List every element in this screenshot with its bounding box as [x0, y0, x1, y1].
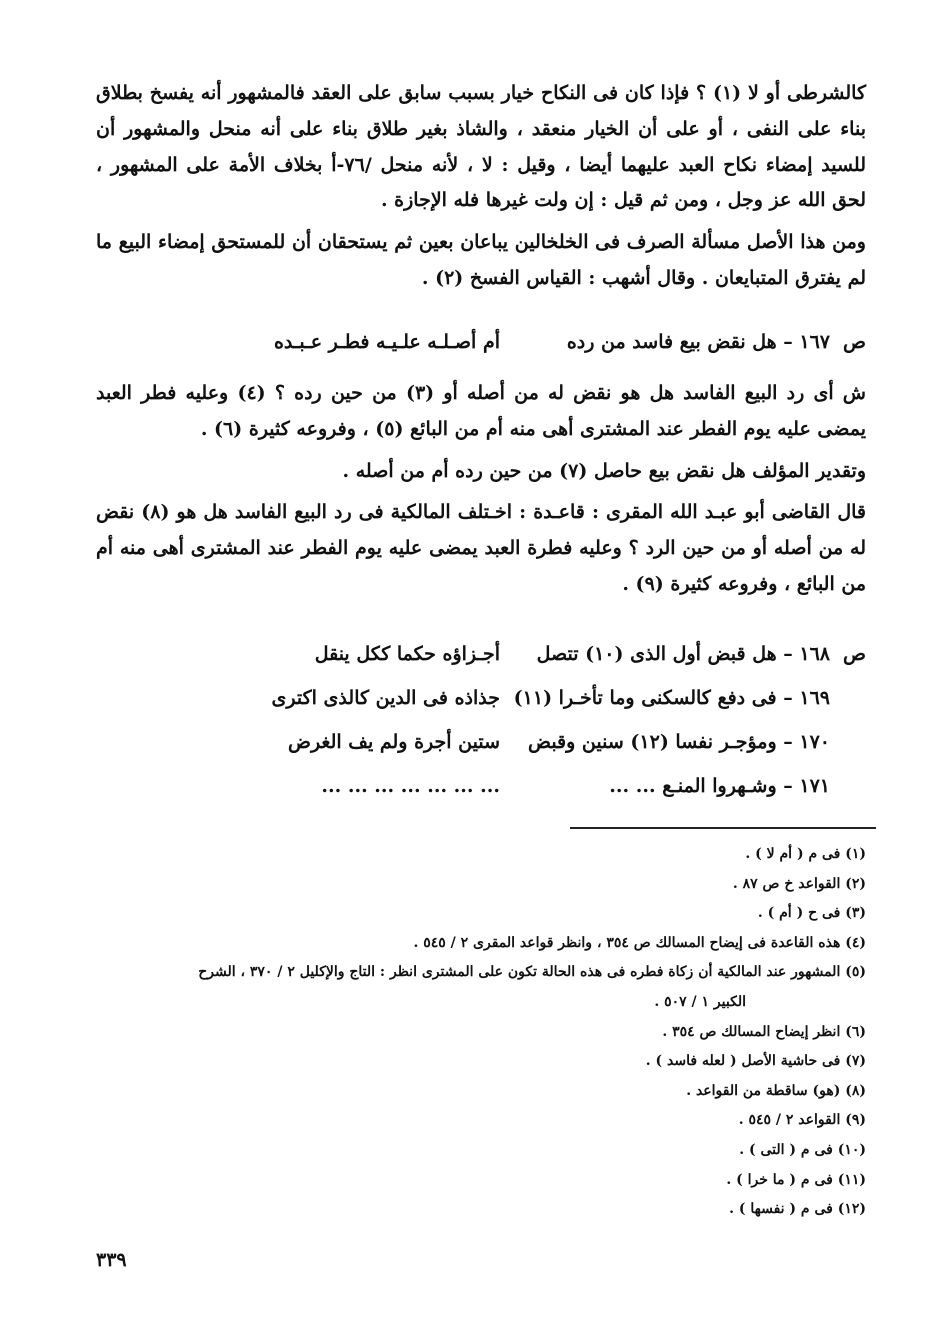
verse-first-half: ١٦٨ – هل قبض أول الذى (١٠) تتصل	[536, 643, 830, 665]
footnote: (١٢) فى م ( نفسها ) .	[729, 1201, 866, 1218]
verse-first-half: ١٦٩ – فى دفع كالسكنى وما تأخـرا (١١)	[513, 687, 830, 709]
verse-line	[96, 326, 866, 358]
verse-second-half: ستين أجرة ولم يف الغرض	[287, 731, 500, 753]
body-text-middle	[96, 376, 866, 603]
paragraph: قال القاضى أبو عبـد الله المقرى : قاعـدة : اخـتلف المالكية فى رد البيع الفاسد هل هو (٨) نقض له من أصله أو من حين الرد ؟ وعليه فطرة العبد يمضى عليه يوم الفطر عند المشترى أهى منه أم من البائع ، وفروعه كثيرة (٩) .	[96, 501, 866, 595]
footnote: (٨) (هو) ساقطة من القواعد .	[686, 1082, 866, 1099]
footnote: (١٠) فى م ( التى ) .	[739, 1141, 866, 1158]
footnote-continuation: الكبير ١ / ٥٠٧ .	[654, 993, 746, 1010]
verse-marker: ص	[843, 331, 866, 353]
footnote: (٣) فى ح ( أم ) .	[757, 905, 866, 922]
verse-line	[96, 770, 866, 802]
verse-line	[96, 638, 866, 670]
verse-line	[96, 726, 866, 758]
footnote: (٤) هذه القاعدة فى إيضاح المسالك ص ٣٥٤ ، وانظر قواعد المقرى ٢ / ٥٤٥ .	[413, 934, 866, 951]
verse-first-half: ١٧٠ – ومؤجـر نفسا (١٢) سنين وقبض	[528, 731, 830, 753]
verse-second-half: جذاذه فى الدين كالذى اكترى	[271, 687, 500, 709]
paragraph: كالشرطى أو لا (١) ؟ فإذا كان فى النكاح خيار بسبب سابق على العقد فالمشهور أنه يفسخ بطلاق بناء على النفى ، أو على أن الخيار منعقد ، والشاذ بغير طلاق بناء على أنه منحل والمشهور أن للسيد إمضاء نكاح العبد عليهما أيضا ، وقيل : لا ، لأنه منحل /٧٦-أ بخلاف الأمة على المشهور ، لحق الله عز وجل ، ومن ثم قيل : إن ولت غيرها فله الإجازة .	[96, 82, 866, 212]
footnote: (١) فى م ( أم لا ) .	[745, 846, 866, 862]
footnote: (١١) فى م ( ما خرا ) .	[726, 1171, 866, 1188]
verse-line	[96, 682, 866, 714]
body-text-top	[96, 76, 866, 297]
footnote: (٩) القواعد ٢ / ٥٤٥ .	[738, 1112, 866, 1129]
paragraph: ش أى رد البيع الفاسد هل هو نقض له من أصله أو (٣) من حين رده ؟ (٤) وعليه فطر العبد يمضى عليه يوم الفطر عند المشترى أهى منه أم من البائع (٥) ، وفروعه كثيرة (٦) .	[96, 382, 867, 440]
paragraph: وتقدير المؤلف هل نقض بيع حاصل (٧) من حين رده أم من أصله .	[342, 459, 866, 482]
footnote-separator	[570, 827, 876, 829]
footnote: (٧) فى حاشية الأصل ( لعله فاسد ) .	[645, 1053, 866, 1070]
footnote: (٢) القواعد خ ص ٨٧ .	[732, 875, 866, 892]
verse-second-half: أجـزاؤه حكما ككل ينقل	[314, 643, 500, 665]
page-number: ٣٣٩	[96, 1249, 127, 1271]
footnote: (٦) انظر إيضاح المسالك ص ٣٥٤ .	[662, 1023, 866, 1040]
verse-first-half: ١٧١ – وشـهروا المنـع ... ...	[609, 775, 830, 797]
footnote: (٥) المشهور عند المالكية أن زكاة فطره فى هذه الحالة تكون على المشترى انظر : التاج والإكليل ٢ / ٣٧٠ ، الشرح	[198, 964, 866, 981]
verse-second-half: ... ... ... ... ... ... ...	[321, 775, 500, 797]
verse-marker: ص	[843, 643, 866, 665]
verse-second-half: أم أصـلـه علـيـه فطـر عـبـده	[273, 331, 500, 353]
verse-first-half: ١٦٧ – هل نقض بيع فاسد من رده	[566, 331, 830, 353]
paragraph: ومن هذا الأصل مسألة الصرف فى الخلخالين يباعان بعين ثم يستحقان أن للمستحق إمضاء البيع ما لم يفترق المتبايعان . وقال أشهب : القياس الفسخ (٢) .	[96, 231, 866, 289]
footnotes	[96, 840, 866, 1225]
